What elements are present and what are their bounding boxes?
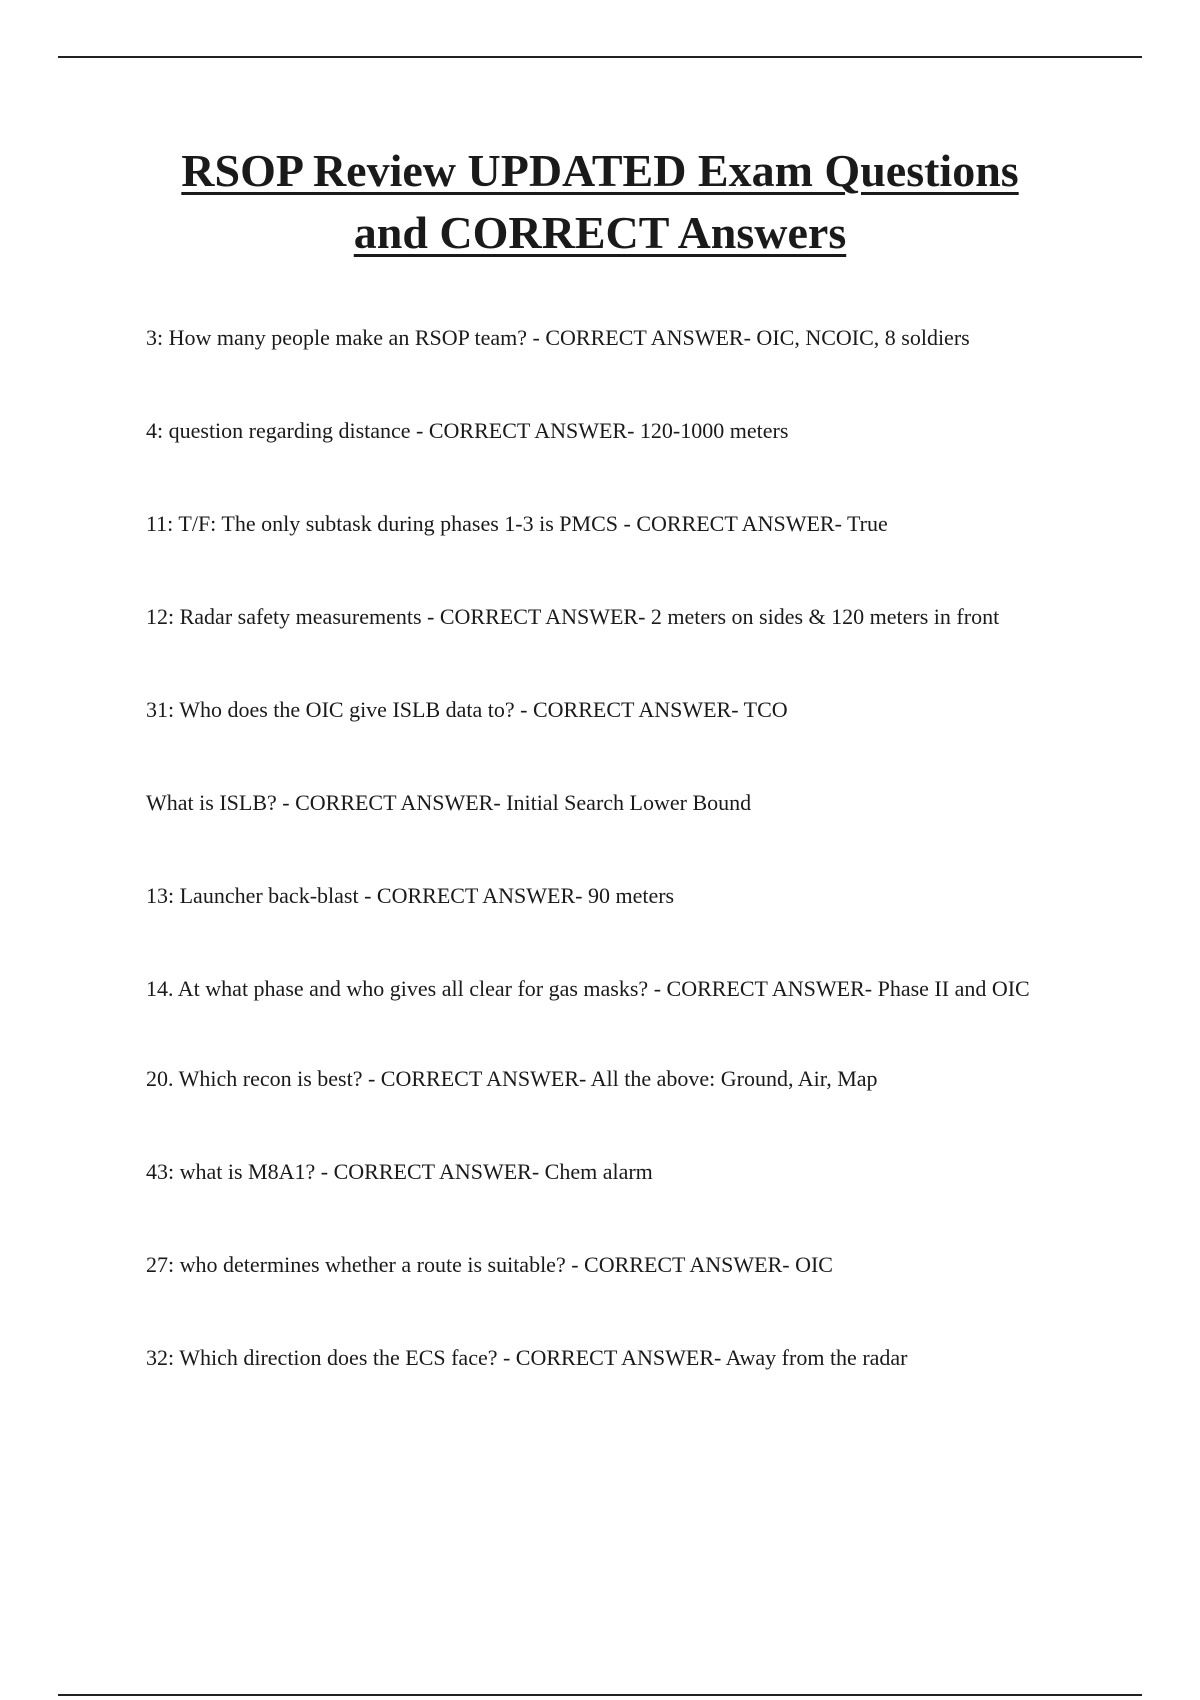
qa-item: 43: what is M8A1? - CORRECT ANSWER- Chem alarm	[146, 1159, 653, 1184]
qa-item: 32: Which direction does the ECS face? - CORRECT ANSWER- Away from the radar	[146, 1345, 908, 1370]
title-line-1: RSOP Review UPDATED Exam Questions	[181, 145, 1019, 196]
qa-item: 31: Who does the OIC give ISLB data to? - CORRECT ANSWER- TCO	[146, 697, 788, 722]
footer-rule	[58, 1694, 1142, 1696]
qa-item: What is ISLB? - CORRECT ANSWER- Initial Search Lower Bound	[146, 790, 752, 815]
qa-list	[146, 322, 1086, 1435]
qa-item: 14. At what phase and who gives all clear for gas masks? - CORRECT ANSWER- Phase II and OIC	[146, 976, 1030, 1001]
qa-item: 13: Launcher back-blast - CORRECT ANSWER- 90 meters	[146, 883, 675, 908]
qa-item: 3: How many people make an RSOP team? - CORRECT ANSWER- OIC, NCOIC, 8 soldiers	[146, 325, 970, 350]
document-title	[100, 140, 1100, 264]
qa-item: 11: T/F: The only subtask during phases 1-3 is PMCS - CORRECT ANSWER- True	[146, 511, 888, 536]
title-line-2: and CORRECT Answers	[353, 207, 847, 258]
qa-item: 4: question regarding distance - CORRECT ANSWER- 120-1000 meters	[146, 418, 789, 443]
qa-item: 12: Radar safety measurements - CORRECT ANSWER- 2 meters on sides & 120 meters in front	[146, 604, 1000, 629]
header-rule	[58, 56, 1142, 58]
qa-item: 20. Which recon is best? - CORRECT ANSWER- All the above: Ground, Air, Map	[146, 1066, 878, 1091]
qa-item: 27: who determines whether a route is suitable? - CORRECT ANSWER- OIC	[146, 1252, 833, 1277]
